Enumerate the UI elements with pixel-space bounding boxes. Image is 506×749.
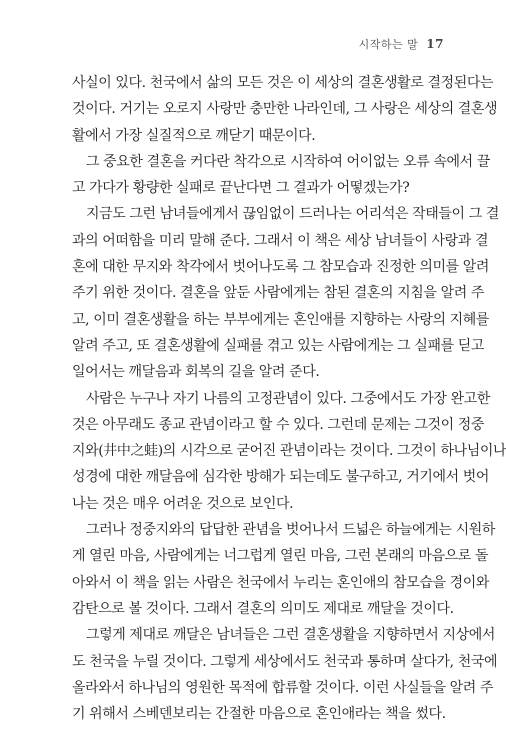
text-line: 고 가다가 황량한 실패로 끝난다면 그 결과가 어떻겠는가? — [72, 180, 410, 197]
text-line: 과의 어떠함을 미리 말해 준다. 그래서 이 책은 세상 남녀들이 사랑과 결 — [72, 232, 489, 249]
page-number: 17 — [426, 37, 444, 51]
chapter-title: 시작하는 말 — [358, 38, 419, 51]
text-line: 알려 주고, 또 결혼생활에 실패를 겪고 있는 사람에게는 그 실패를 딛고 — [72, 337, 485, 354]
text-line: 지금도 그런 남녀들에게서 끊임없이 드러나는 어리석은 작태들이 그 결 — [86, 206, 499, 223]
text-line: 것은 아무래도 종교 관념이라고 할 수 있다. 그런데 문제는 그것이 정중 — [72, 416, 485, 433]
text-line: 주기 위한 것이다. 결혼을 앞둔 사람에게는 참된 결혼의 지침을 알려 주 — [72, 285, 485, 302]
text-line: 활에서 가장 실질적으로 깨닫기 때문이다. — [72, 127, 316, 144]
text-line: 기 위해서 스베덴보리는 간절한 마음으로 혼인애라는 책을 썼다. — [72, 706, 446, 723]
text-line: 혼에 대한 무지와 착각에서 벗어나도록 그 참모습과 진정한 의미를 알려 — [72, 259, 490, 276]
text-line: 사실이 있다. 천국에서 삶의 모든 것은 이 세상의 결혼생활로 결정된다는 — [72, 75, 494, 91]
text-line: 것이다. 거기는 오로지 사랑만 충만한 나라인데, 그 사랑은 세상의 결혼생 — [72, 101, 498, 118]
text-line: 아와서 이 책을 읽는 사람은 천국에서 누리는 혼인애의 참모습을 경이와 — [72, 574, 490, 591]
text-line: 나는 것은 매우 어려운 것으로 보인다. — [72, 495, 294, 512]
text-line: 일어서는 깨달음과 회복의 길을 알려 준다. — [72, 364, 320, 381]
body-text — [72, 70, 506, 727]
text-line: 감탄으로 볼 것이다. 그래서 결혼의 의미도 제대로 깨달을 것이다. — [72, 600, 454, 617]
text-line: 성경에 대한 깨달음에 심각한 방해가 되는데도 불구하고, 거기에서 벗어 — [72, 469, 490, 486]
text-line: 사람은 누구나 자기 나름의 고정관념이 있다. 그중에서도 가장 완고한 — [86, 390, 490, 407]
text-line: 도 천국을 누릴 것이다. 그렇게 세상에서도 천국과 통하며 살다가, 천국에 — [72, 653, 498, 670]
text-line: 올라와서 하나님의 영원한 목적에 합류할 것이다. 이런 사실들을 알려 주 — [72, 679, 494, 696]
text-line: 고, 이미 결혼생활을 하는 부부에게는 혼인애를 지향하는 사랑의 지혜를 — [72, 311, 490, 328]
text-line: 그러나 정중지와의 답답한 관념을 벗어나서 드넓은 하늘에게는 시원하 — [86, 522, 495, 539]
text-line: 그 중요한 결혼을 커다란 착각으로 시작하여 어이없는 오류 속에서 끌 — [86, 153, 490, 170]
text-line: 그렇게 제대로 깨달은 남녀들은 그런 결혼생활을 지향하면서 지상에서 — [86, 627, 495, 644]
text-line: 게 열린 마음, 사람에게는 너그럽게 열린 마음, 그런 본래의 마음으로 돌 — [72, 548, 489, 565]
text-line: 지와(井中之蛙)의 시각으로 굳어진 관념이라는 것이다. 그것이 하나님이나 — [72, 443, 506, 460]
running-header — [359, 36, 444, 52]
